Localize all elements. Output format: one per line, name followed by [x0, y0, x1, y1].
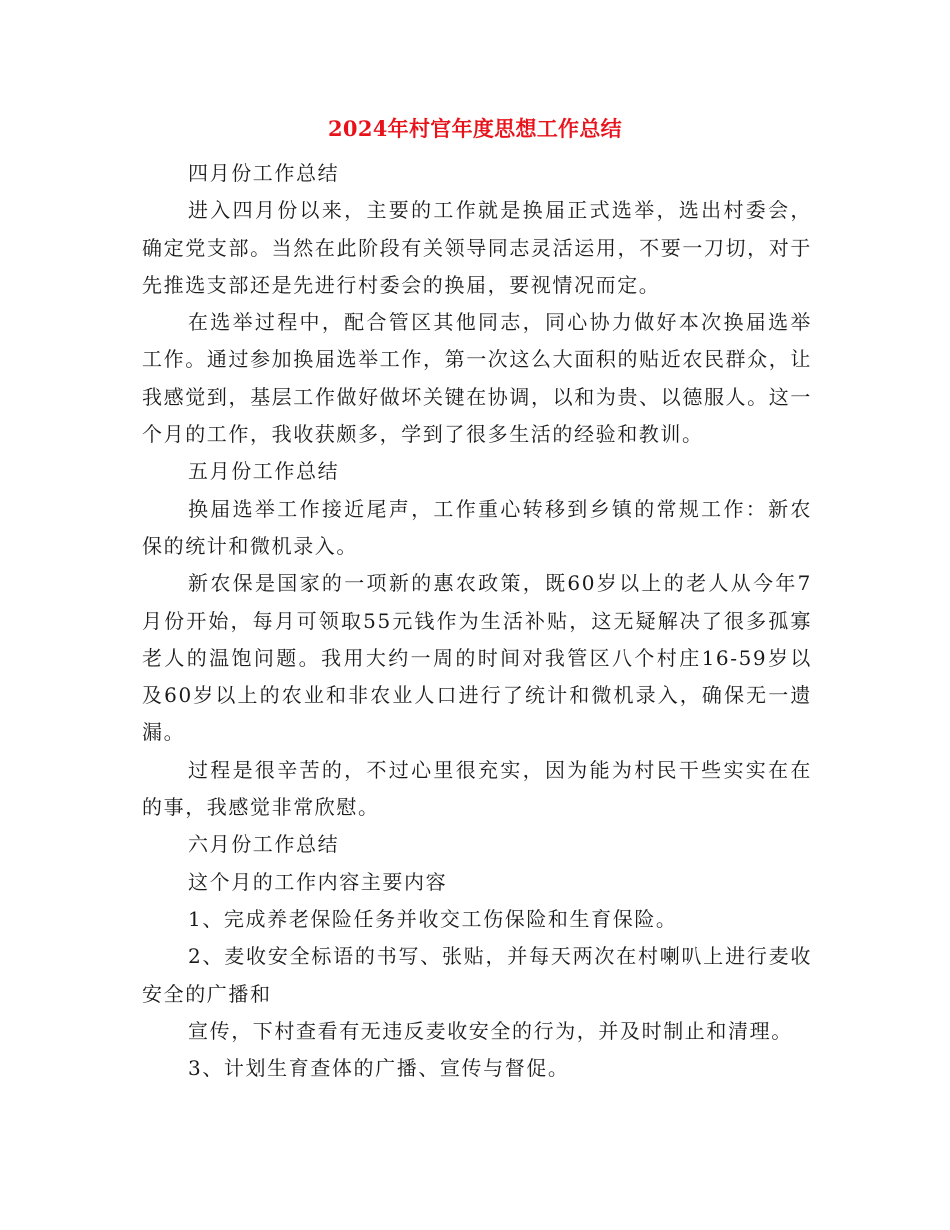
- document-title: 2024年村官年度思想工作总结: [328, 116, 622, 141]
- section-heading-june: 六月份工作总结: [188, 832, 340, 857]
- paragraph: 宣传，下村查看有无违反麦收安全的行为，并及时制止和清理。: [188, 1018, 793, 1043]
- section-heading-april: 四月份工作总结: [188, 161, 340, 185]
- section-heading-may: 五月份工作总结: [188, 459, 340, 484]
- list-item: 2、麦收安全标语的书写、张贴，并每天两次在村喇叭上进行麦收安全的广播和: [142, 944, 812, 1006]
- list-item: 1、完成养老保险任务并收交工伤保险和生育保险。: [188, 906, 678, 931]
- paragraph: 过程是很辛苦的，不过心里很充实，因为能为村民干些实实在在的事，我感觉非常欣慰。: [142, 757, 812, 820]
- paragraph: 这个月的工作内容主要内容: [188, 869, 448, 894]
- document-body: [142, 155, 812, 1087]
- list-item: 3、计划生育查体的广播、宣传与督促。: [188, 1056, 570, 1081]
- paragraph: 在选举过程中，配合管区其他同志，同心协力做好本次换届选举工作。通过参加换届选举工作，第一次这么大面积的贴近农民群众，让我感觉到，基层工作做好做坏关键在协调，以和为贵、以德服人。这一个月的工作，我收获颇多，学到了很多生活的经验和教训。: [142, 310, 812, 447]
- paragraph: 进入四月份以来，主要的工作就是换届正式选举，选出村委会，确定党支部。当然在此阶段有关领导同志灵活运用，不要一刀切，对于先推选支部还是先进行村委会的换届，要视情况而定。: [142, 198, 812, 297]
- paragraph: 新农保是国家的一项新的惠农政策，既60岁以上的老人从今年7月份开始，每月可领取55元钱作为生活补贴，这无疑解决了很多孤寡老人的温饱问题。我用大约一周的时间对我管区八个村庄16-59岁以及60岁以上的农业和非农业人口进行了统计和微机录入，确保无一遗漏。: [142, 571, 812, 745]
- paragraph: 换届选举工作接近尾声，工作重心转移到乡镇的常规工作：新农保的统计和微机录入。: [142, 496, 812, 558]
